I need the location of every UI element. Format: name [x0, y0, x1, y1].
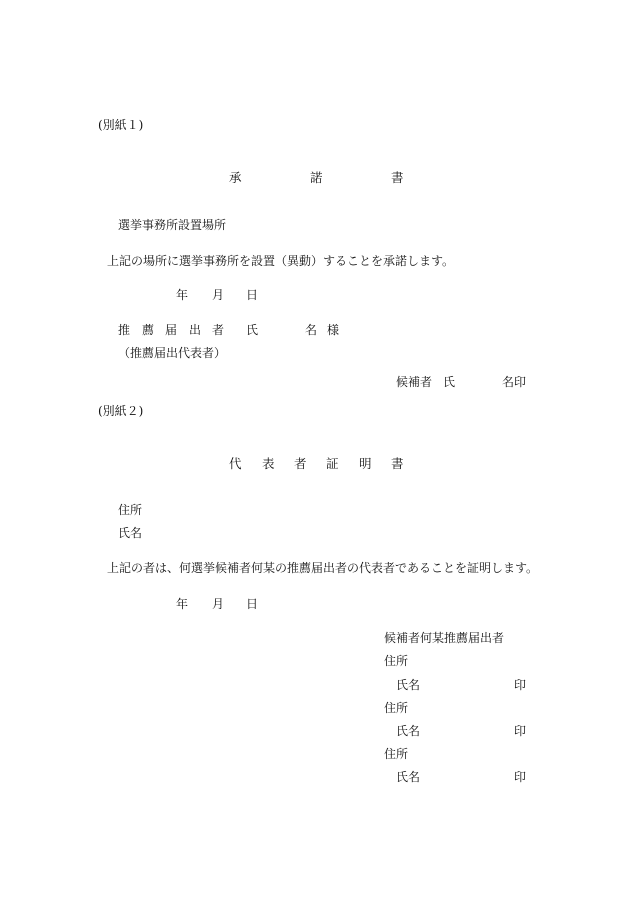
- form2-date-month: 月: [212, 597, 225, 611]
- signatory-2-address-label: 住所: [384, 701, 409, 715]
- form1-representative-note: （推薦届出代表者）: [118, 346, 227, 360]
- form2-date-day: 日: [246, 597, 259, 611]
- form2-title-char-4: 証: [326, 456, 339, 471]
- signatory-3-seal-label: 印: [514, 770, 527, 784]
- form1-title-char-3: 書: [391, 170, 404, 185]
- form1-nominator-char-3: 届: [165, 323, 178, 337]
- form1-candidate-name-label: 氏: [443, 375, 456, 389]
- form1-nominator-char-1: 推: [118, 323, 131, 337]
- form1-name-label-char-1: 氏: [246, 323, 259, 337]
- form1-candidate-label: 候補者: [396, 375, 433, 389]
- form1-candidate-seal-label: 名印: [502, 375, 527, 389]
- form2-attachment-label: (別紙２): [98, 404, 144, 418]
- form1-office-location-label: 選挙事務所設置場所: [118, 218, 227, 232]
- form2-name-label: 氏名: [118, 526, 143, 540]
- form2-title-char-2: 表: [262, 456, 275, 471]
- form2-date-year: 年: [176, 597, 189, 611]
- signatory-1-name-label: 氏名: [396, 678, 421, 692]
- form2-signatories-heading: 候補者何某推薦届出者: [384, 631, 505, 645]
- form1-name-label-char-2: 名: [305, 323, 318, 337]
- form1-date-year: 年: [176, 288, 189, 302]
- form1-honorific: 様: [327, 323, 340, 337]
- signatory-2-seal-label: 印: [514, 724, 527, 738]
- signatory-1-seal-label: 印: [514, 678, 527, 692]
- signatory-3-name-label: 氏名: [396, 770, 421, 784]
- form2-address-label: 住所: [118, 503, 143, 517]
- form1-statement: 上記の場所に選挙事務所を設置（異動）することを承諾します。: [107, 254, 455, 268]
- form1-nominator-char-5: 者: [212, 323, 225, 337]
- signatory-3-address-label: 住所: [384, 747, 409, 761]
- form1-nominator-char-2: 薦: [142, 323, 155, 337]
- form2-title-char-5: 明: [359, 456, 372, 471]
- form2-title-char-1: 代: [229, 456, 242, 471]
- form1-date-day: 日: [246, 288, 259, 302]
- form2-statement: 上記の者は、何選挙候補者何某の推薦届出者の代表者であることを証明します。: [107, 561, 539, 575]
- form1-date-month: 月: [212, 288, 225, 302]
- form1-nominator-char-4: 出: [189, 323, 202, 337]
- form2-title-char-3: 者: [294, 456, 307, 471]
- form2-title-char-6: 書: [391, 456, 404, 471]
- signatory-1-address-label: 住所: [384, 654, 409, 668]
- signatory-2-name-label: 氏名: [396, 724, 421, 738]
- form1-title-char-1: 承: [229, 170, 242, 185]
- form1-attachment-label: (別紙１): [98, 118, 144, 132]
- form1-title-char-2: 諾: [310, 170, 323, 185]
